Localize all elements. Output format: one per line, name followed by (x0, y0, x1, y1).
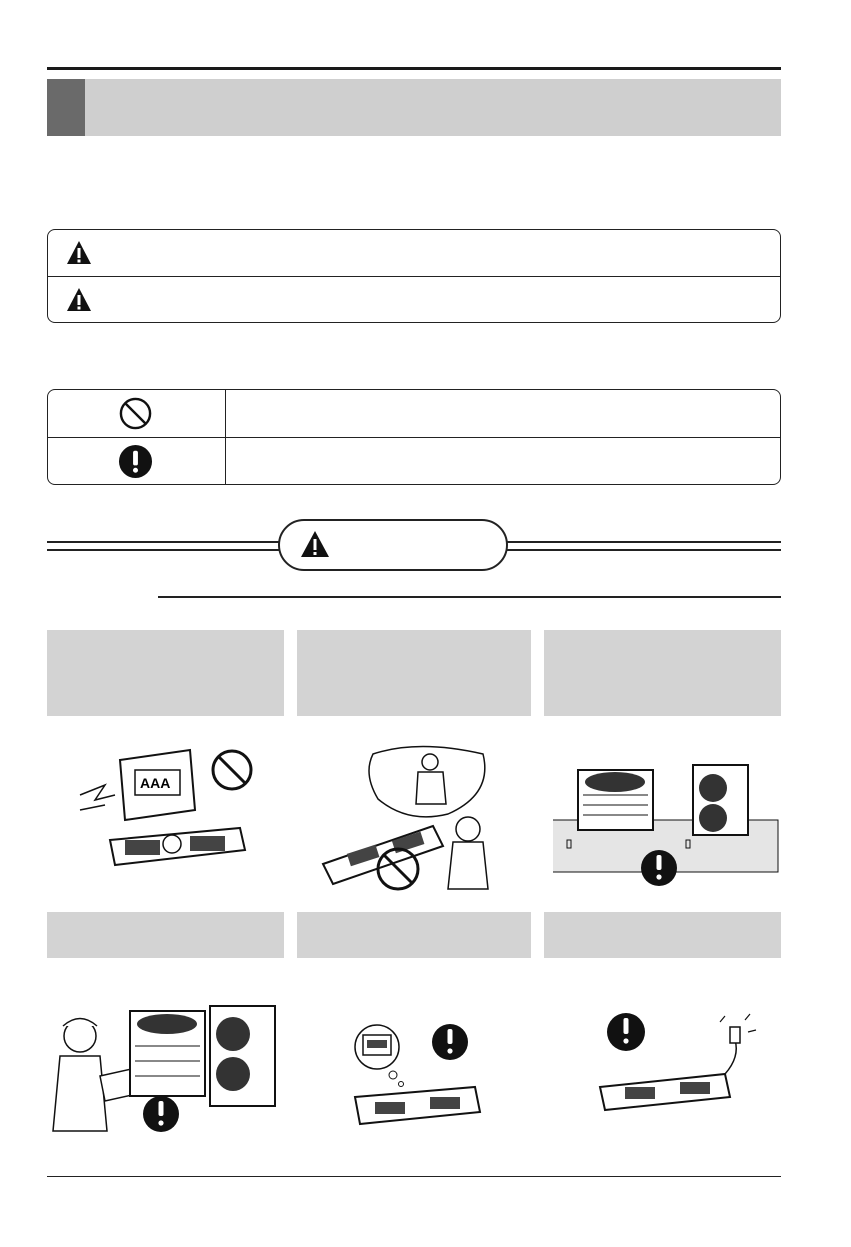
instruction-panel-5 (297, 912, 531, 958)
mandatory-row (48, 437, 780, 485)
dedicated-circuit-illustration (345, 1022, 490, 1132)
warning-caution-table (47, 229, 781, 323)
non-expert-install-illustration (318, 744, 518, 894)
warning-triangle-icon (66, 287, 92, 313)
caution-row (48, 276, 780, 323)
level-installation-illustration (548, 760, 783, 890)
instruction-panel-6 (544, 912, 781, 958)
wiring-connection-illustration (590, 1012, 760, 1122)
warning-row (48, 230, 780, 276)
instruction-panel-4 (47, 912, 284, 958)
subsection-rule (158, 596, 781, 598)
prohibition-icon (118, 396, 153, 431)
symbols-table (47, 389, 781, 485)
breaker-shock-illustration (60, 740, 270, 880)
instruction-panel-2 (297, 630, 531, 716)
instruction-panel-1 (47, 630, 284, 716)
top-rule (47, 67, 781, 70)
title-bar (47, 79, 781, 136)
warning-triangle-icon (300, 530, 330, 558)
prohibit-row (48, 390, 780, 437)
title-tab (47, 79, 85, 136)
warning-triangle-icon (66, 240, 92, 266)
instruction-panel-3 (544, 630, 781, 716)
banner-rule-left (47, 541, 279, 551)
exclamation-circle-icon (118, 444, 153, 479)
banner-rule-right (503, 541, 781, 551)
bottom-rule (47, 1176, 781, 1177)
section-banner (278, 519, 508, 571)
svg-text:AAA: AAA (140, 775, 171, 791)
authorized-installer-illustration (45, 996, 285, 1136)
